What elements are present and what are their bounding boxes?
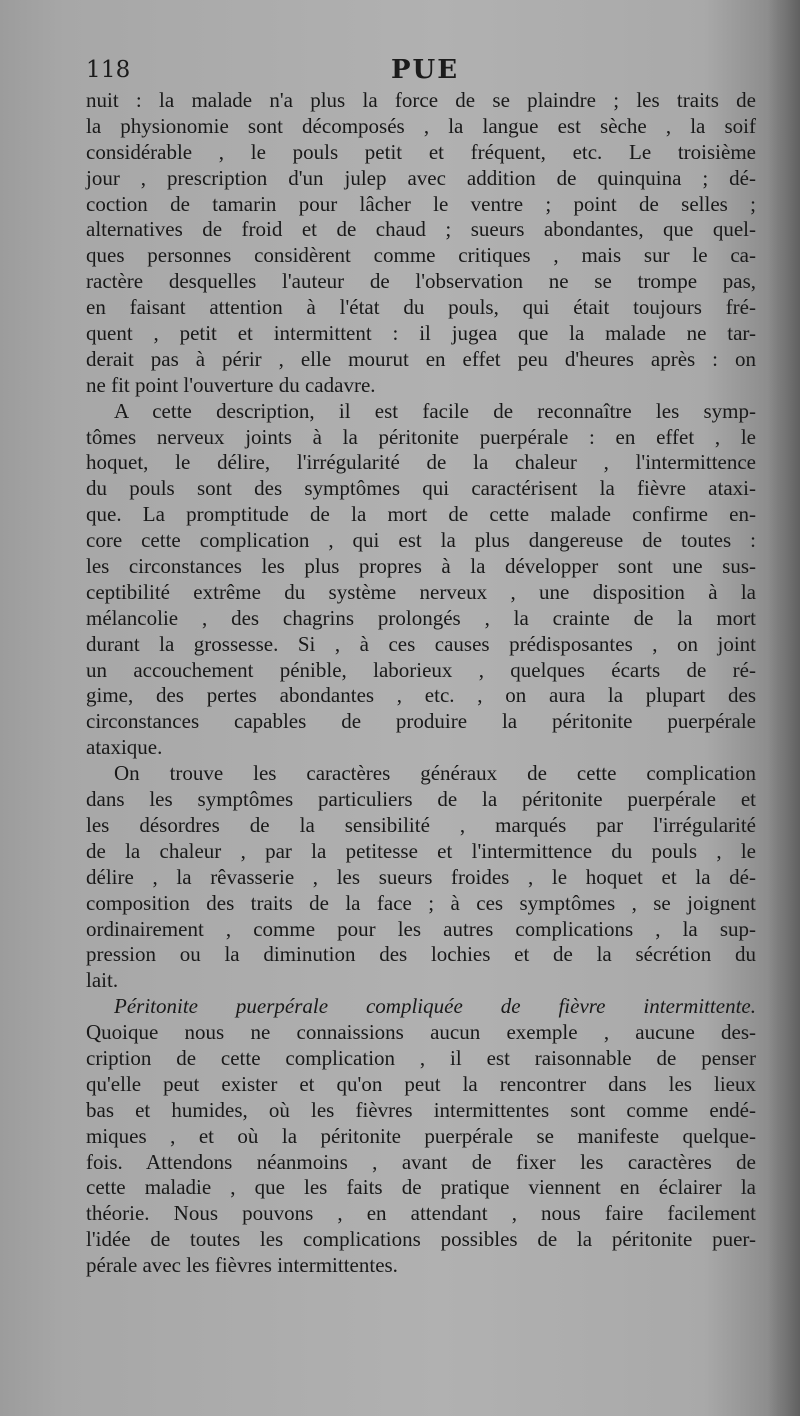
text-line: mélancolie , des chagrins prolongés , la crainte de la mort	[86, 605, 756, 630]
text-line: l'idée de toutes les complications possibles de la péritonite puer-	[86, 1227, 756, 1252]
text-line: du pouls sont des symptômes qui caractérisent la fièvre ataxi-	[86, 476, 756, 501]
text-line: gime, des pertes abondantes , etc. , on aura la plupart des	[86, 683, 756, 708]
text-line: ordinairement , comme pour les autres complications , la sup-	[86, 916, 756, 941]
text-line: cette maladie , que les faits de pratique viennent en éclairer la	[86, 1175, 756, 1200]
text-line: que. La promptitude de la mort de cette malade confirme en-	[86, 502, 756, 527]
section-heading: Péritonite puerpérale compliquée de fièvre intermittente.	[114, 994, 756, 1019]
text-line: théorie. Nous pouvons , en attendant , nous faire facilement	[86, 1201, 756, 1226]
body-text	[86, 88, 756, 1279]
text-line: circonstances capables de produire la péritonite puerpérale	[86, 709, 756, 734]
text-line: A cette description, il est facile de reconnaître les symp-	[114, 398, 756, 423]
text-line: coction de tamarin pour lâcher le ventre ; point de selles ;	[86, 191, 756, 216]
page-number: 118	[86, 57, 131, 83]
text-line: les circonstances les plus propres à la développer sont une sus-	[86, 554, 756, 579]
text-line: hoquet, le délire, l'irrégularité de la chaleur , l'intermittence	[86, 450, 756, 475]
text-line: alternatives de froid et de chaud ; sueurs abondantes, que quel-	[86, 217, 756, 242]
text-line: lait.	[86, 968, 119, 993]
text-line: jour , prescription d'un julep avec addition de quinquina ; dé-	[86, 165, 756, 190]
text-line: ractère desquelles l'auteur de l'observation ne se trompe pas,	[86, 269, 756, 294]
text-line: ne fit point l'ouverture du cadavre.	[86, 372, 376, 397]
text-line: Quoique nous ne connaissions aucun exemple , aucune des-	[86, 1020, 756, 1045]
page-gutter-shadow	[768, 0, 800, 1416]
text-line: la physionomie sont décomposés , la langue est sèche , la soif	[86, 113, 756, 138]
text-line: pression ou la diminution des lochies et de la sécrétion du	[86, 942, 756, 967]
text-line: fois. Attendons néanmoins , avant de fixer les caractères de	[86, 1149, 756, 1174]
text-line: délire , la rêvasserie , les sueurs froides , le hoquet et la dé-	[86, 864, 756, 889]
page-header	[86, 57, 756, 89]
text-line: miques , et où la péritonite puerpérale se manifeste quelque-	[86, 1123, 756, 1148]
text-line: en faisant attention à l'état du pouls, qui était toujours fré-	[86, 295, 756, 320]
running-head: PUE	[391, 55, 460, 85]
text-line: ataxique.	[86, 735, 163, 760]
text-line: cription de cette complication , il est raisonnable de penser	[86, 1045, 756, 1070]
text-line: nuit : la malade n'a plus la force de se plaindre ; les traits de	[86, 88, 756, 112]
text-line: dans les symptômes particuliers de la péritonite puerpérale et	[86, 787, 756, 812]
text-line: de la chaleur , par la petitesse et l'intermittence du pouls , le	[86, 838, 756, 863]
text-line: considérable , le pouls petit et fréquent, etc. Le troisième	[86, 139, 756, 164]
text-line: On trouve les caractères généraux de cette complication	[114, 761, 756, 786]
text-line: core cette complication , qui est la plus dangereuse de toutes :	[86, 528, 756, 553]
text-line: bas et humides, où les fièvres intermittentes sont comme endé-	[86, 1097, 756, 1122]
text-line: ceptibilité extrême du système nerveux , une disposition à la	[86, 579, 756, 604]
text-line: tômes nerveux joints à la péritonite puerpérale : en effet , le	[86, 424, 756, 449]
text-line: durant la grossesse. Si , à ces causes prédisposantes , on joint	[86, 631, 756, 656]
text-line: qu'elle peut exister et qu'on peut la rencontrer dans les lieux	[86, 1071, 756, 1096]
text-line: pérale avec les fièvres intermittentes.	[86, 1253, 398, 1278]
text-line: derait pas à périr , elle mourut en effet peu d'heures après : on	[86, 346, 756, 371]
text-line: quent , petit et intermittent : il jugea que la malade ne tar-	[86, 321, 756, 346]
text-line: composition des traits de la face ; à ces symptômes , se joignent	[86, 890, 756, 915]
text-line: ques personnes considèrent comme critiques , mais sur le ca-	[86, 243, 756, 268]
text-line: un accouchement pénible, laborieux , quelques écarts de ré-	[86, 657, 756, 682]
text-line: les désordres de la sensibilité , marqués par l'irrégularité	[86, 812, 756, 837]
